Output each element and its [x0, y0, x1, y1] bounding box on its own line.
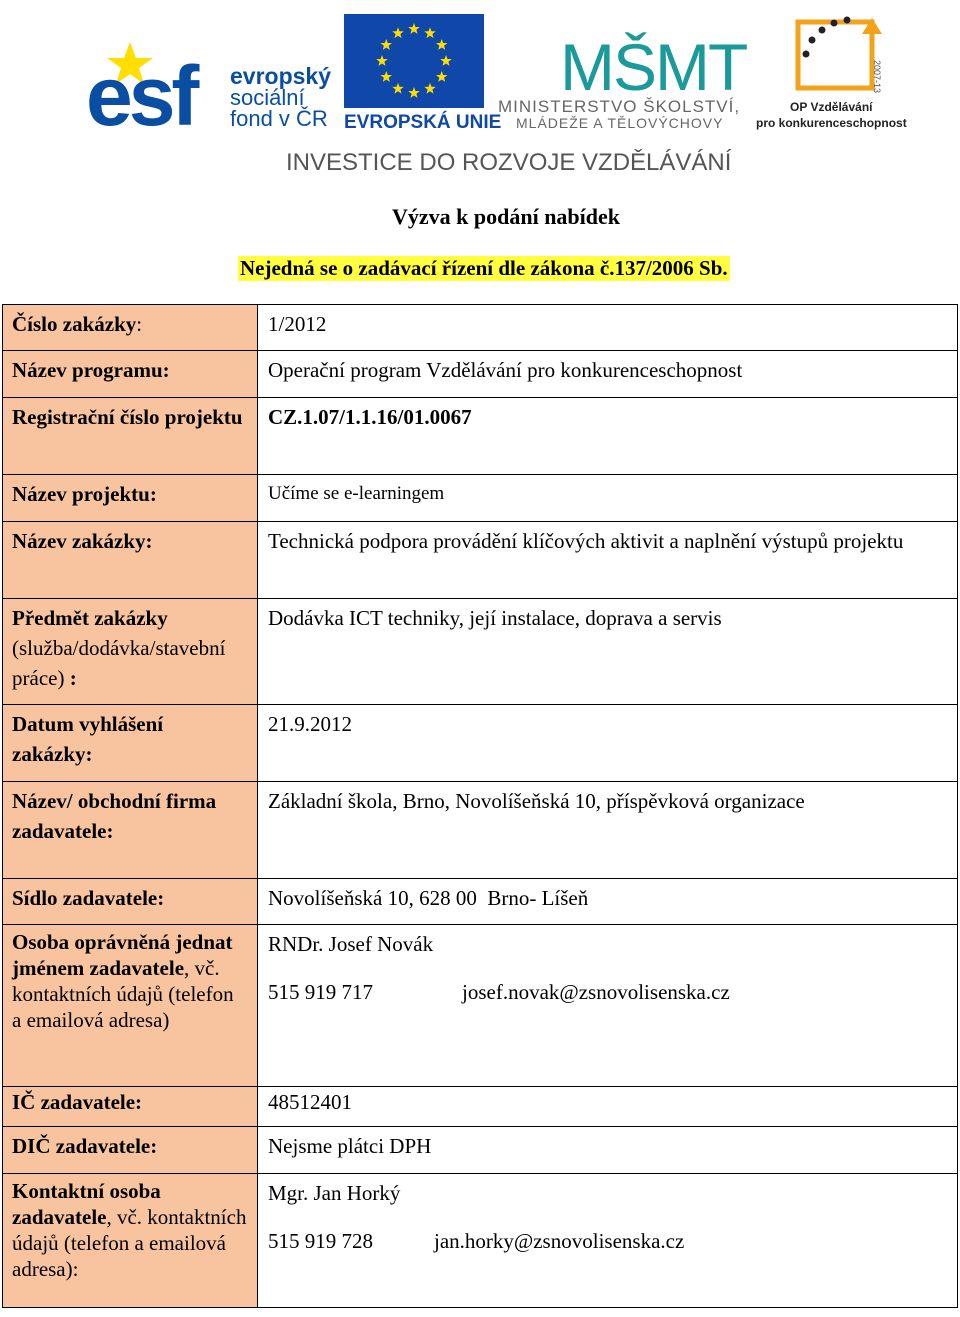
op-line1: OP Vzdělávání	[790, 100, 873, 114]
row-label: IČ zadavatele:	[12, 1090, 143, 1114]
table-row	[3, 475, 958, 522]
highlight-notice: Nejedná se o zadávací řízení dle zákona č.137/2006 Sb.	[240, 256, 728, 280]
label-cell	[3, 782, 258, 879]
table-row	[3, 1127, 958, 1174]
value-cell: Novolíšeňská 10, 628 00 Brno- Líšeň	[258, 879, 958, 925]
value-cell: 21.9.2012	[258, 705, 958, 782]
table-row	[3, 522, 958, 599]
banner-text: INVESTICE DO ROZVOJE VZDĚLÁVÁNÍ	[286, 149, 732, 176]
msmt-letters: MŠMT	[560, 30, 747, 104]
table-row	[3, 599, 958, 705]
label-cell	[3, 599, 258, 705]
esf-line2: sociální	[230, 85, 305, 110]
contact-name: Mgr. Jan Horký	[268, 1181, 401, 1205]
label-cell	[3, 351, 258, 398]
label-cell	[3, 1127, 258, 1174]
table-row	[3, 398, 958, 475]
label-cell	[3, 398, 258, 475]
contact-email: jan.horky@zsnovolisenska.cz	[434, 1229, 685, 1253]
label-cell	[3, 1087, 258, 1127]
msmt-line2: MLÁDEŽE A TĚLOVÝCHOVY	[516, 115, 724, 131]
label-cell	[3, 925, 258, 1087]
value-cell	[258, 925, 958, 1087]
esf-logo	[84, 12, 332, 143]
table-row	[3, 705, 958, 782]
row-label: Sídlo zadavatele:	[12, 886, 165, 910]
row-label: Datum vyhlášení zakázky:	[12, 712, 164, 766]
op-logo	[756, 17, 907, 131]
logo-header	[0, 0, 960, 185]
value-cell: Dodávka ICT techniky, její instalace, doprava a servis	[258, 599, 958, 705]
contact-email: josef.novak@zsnovolisenska.cz	[462, 980, 730, 1004]
row-label: Název projektu:	[12, 482, 157, 506]
table-row	[3, 351, 958, 398]
value-cell: Nejsme plátci DPH	[258, 1127, 958, 1174]
contact-line	[268, 977, 948, 1007]
value-cell: 48512401	[258, 1087, 958, 1127]
label-cell	[3, 522, 258, 599]
table-row	[3, 1087, 958, 1127]
row-label: Registrační číslo projektu	[12, 405, 243, 429]
label-cell	[3, 1174, 258, 1308]
eu-label: EVROPSKÁ UNIE	[344, 112, 502, 133]
value-cell: CZ.1.07/1.1.16/01.0067	[258, 398, 958, 475]
label-cell	[3, 305, 258, 351]
info-table	[2, 304, 958, 1308]
table-row	[3, 879, 958, 925]
row-label-suffix: :	[136, 312, 143, 336]
table-row	[3, 1174, 958, 1308]
row-label: Číslo zakázky	[12, 312, 137, 336]
esf-line1: evropský	[230, 63, 332, 89]
page-title: Výzva k podání nabídek	[391, 204, 621, 229]
label-cell	[3, 879, 258, 925]
value-cell	[258, 1174, 958, 1308]
row-label: Název zakázky:	[12, 529, 153, 553]
value-cell: 1/2012	[258, 305, 958, 351]
value-cell: Technická podpora provádění klíčových aktivit a naplnění výstupů projektu	[258, 522, 958, 599]
contact-line	[268, 1226, 948, 1256]
table-row	[3, 925, 958, 1087]
value-cell: Učíme se e-learningem	[258, 475, 958, 522]
msmt-line1: MINISTERSTVO ŠKOLSTVÍ,	[498, 97, 741, 116]
contact-phone: 515 919 728	[268, 1229, 373, 1253]
esf-letters: esf	[86, 49, 196, 143]
value-cell: Operační program Vzdělávání pro konkurenceschopnost	[258, 351, 958, 398]
contact-name: RNDr. Josef Novák	[268, 932, 434, 956]
esf-line3: fond v ČR	[230, 106, 328, 131]
op-line2: pro konkurenceschopnost	[756, 116, 907, 130]
value-cell: Základní škola, Brno, Novolíšeňská 10, příspěvková organizace	[258, 782, 958, 879]
row-label-detail: , vč. kontaktních údajů (telefon a emailová adresa):	[12, 1205, 247, 1281]
row-label-detail: (služba/dodávka/stavební práce)	[12, 636, 226, 690]
row-label: Kontaktní osoba zadavatele	[12, 1179, 161, 1229]
row-label: DIČ zadavatele:	[12, 1134, 158, 1158]
table-row	[3, 305, 958, 351]
row-label: Název programu:	[12, 358, 170, 382]
row-label-suffix: :	[64, 666, 77, 690]
row-label: Osoba oprávněná jednat jménem zadavatele	[12, 930, 233, 980]
label-cell	[3, 705, 258, 782]
row-label: Předmět zakázky	[12, 606, 168, 630]
eu-flag-logo	[344, 14, 501, 133]
row-label: Název/ obchodní firma zadavatele:	[12, 789, 217, 843]
row-label-detail: , vč. kontaktních údajů (telefon a emailová adresa)	[12, 956, 234, 1032]
table-row	[3, 782, 958, 879]
contact-phone: 515 919 717	[268, 980, 373, 1004]
label-cell	[3, 475, 258, 522]
op-years: 2007-13	[872, 60, 882, 94]
msmt-logo	[498, 30, 747, 131]
